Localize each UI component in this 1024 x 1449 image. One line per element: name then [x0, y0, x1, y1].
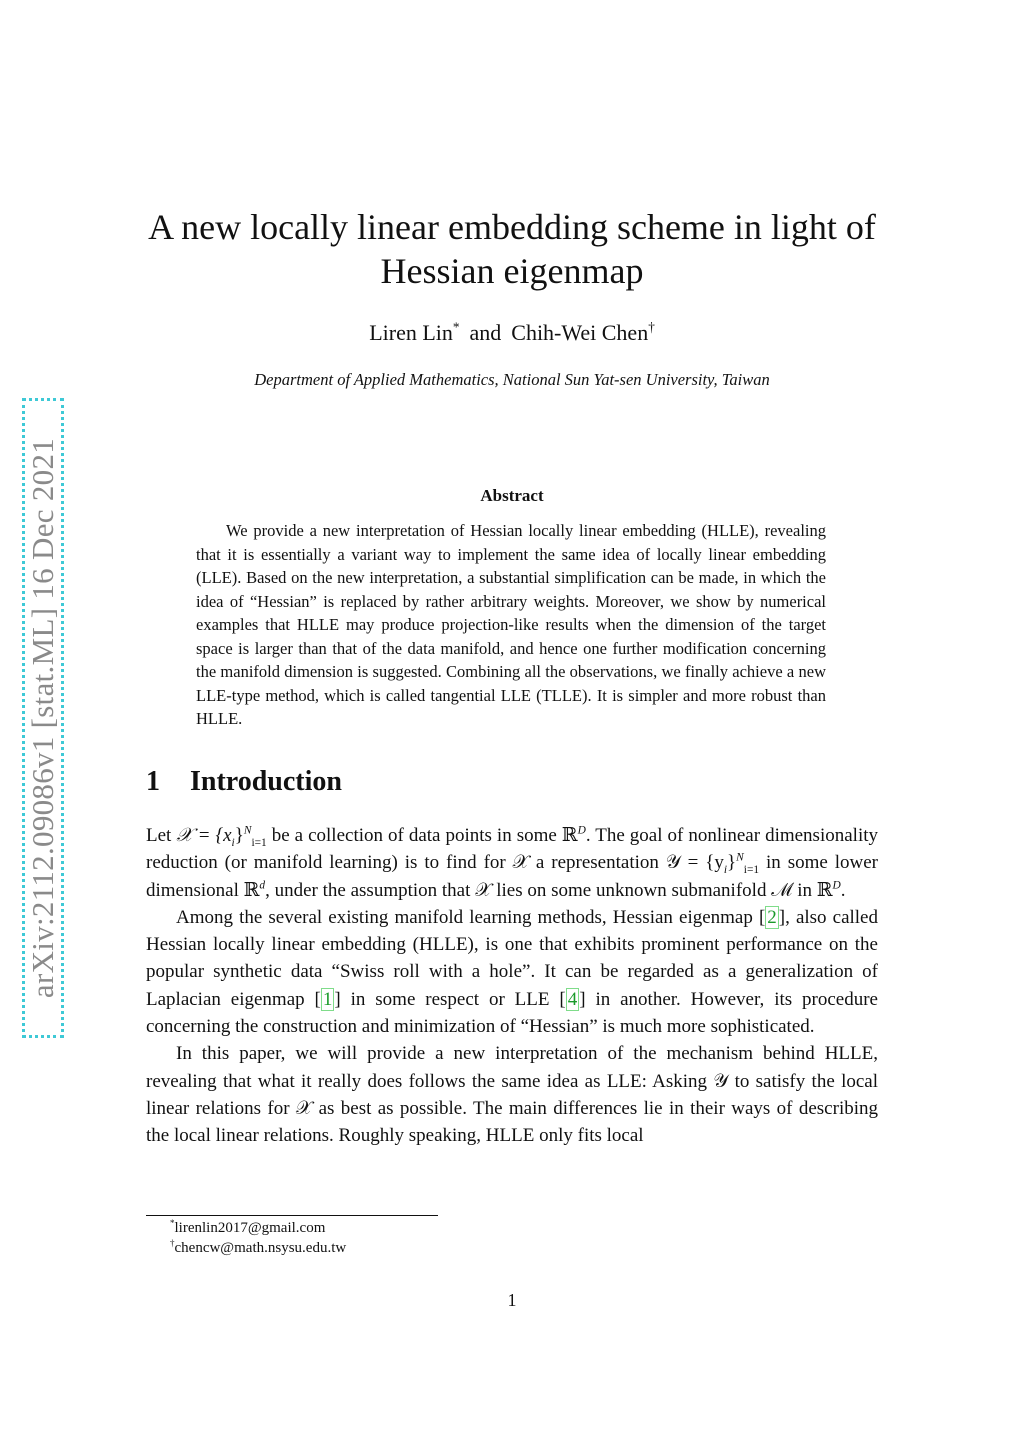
section-title: Introduction	[190, 766, 342, 797]
abstract-body	[196, 519, 826, 731]
citation-link-4[interactable]: 4	[567, 988, 578, 1010]
intro-paragraph-2: Among the several existing manifold learning methods, Hessian eigenmap [ 2 ], also called Hessian locally linear embedding (HLLE), is one that exhibits prominent performance on the popular synthetic data “Swiss roll with a hole”. It can be regarded as a generalization of Laplacian eigenmap [ 1 ] in some respect or LLE [ 4 ] in another. However, its procedure concerning the construction and minimization of “Hessian” is much more sophisticated.	[146, 906, 878, 1038]
citation-link-1[interactable]: 1	[322, 988, 333, 1010]
affiliation: Department of Applied Mathematics, National Sun Yat-sen University, Taiwan	[254, 370, 770, 389]
citation-link-2[interactable]: 2	[767, 906, 777, 928]
page-number: 1	[507, 1290, 517, 1310]
intro-paragraph-1: Let 𝒳 = $\{x_i\}^N_{i=1}$ be a collection of data points in some ℝ$^D$. The goal of nonlinear dimensionality reduction (or manifold learning) is to find for 𝒳 a representation 𝒴 = $\{y_i\}^N_{i=1}$ in some lower dimensional ℝ$^d$, under the assumption that 𝒳 lies on some unknown submanifold ℳ in ℝ$^D$.	[146, 824, 879, 901]
arxiv-identifier-text[interactable]: arXiv:2112.09086v1 [stat.ML] 16 Dec 2021	[25, 437, 60, 999]
paper-title: A new locally linear embedding scheme in light of Hessian eigenmap	[148, 207, 876, 291]
author-line	[112, 320, 912, 346]
section-heading-introduction	[146, 766, 342, 798]
section-number: 1	[146, 766, 160, 797]
abstract-heading: Abstract	[480, 486, 544, 505]
intro-paragraph-3: In this paper, we will provide a new interpretation of the mechanism behind HLLE, revealing that what it really does follows the same idea as LLE: Asking 𝒴 to satisfy the local linear relations for 𝒳 as best as possible. The main differences lie in their ways of describing the local linear relations. Roughly speaking, HLLE only fits local	[146, 1043, 878, 1147]
introduction-body	[146, 822, 878, 1150]
author-liren-lin: Liren Lin	[369, 320, 453, 345]
abstract-text: We provide a new interpretation of Hessian locally linear embedding (HLLE), revealing that it is essentially a variant way to implement the same idea of locally linear embedding (LLE). Based on the new interpretation, a substantial simplification can be made, in which the idea of “Hessian” is replaced by rather arbitrary weights. Moreover, we show by numerical examples that HLLE may produce projection-like results when the dimension of the target space is larger than that of the data manifold, and hence one further modification concerning the manifold dimension is suggested. Combining all the observations, we finally achieve a new LLE-type method, which is called tangential LLE (TLLE). It is simpler and more robust than HLLE.	[196, 521, 826, 728]
author2-footnote-mark[interactable]: †	[648, 319, 655, 335]
footnote-1	[170, 1220, 325, 1237]
arxiv-identifier-stamp[interactable]	[22, 398, 64, 1038]
author1-footnote-mark[interactable]: *	[452, 319, 460, 335]
footnote-divider	[146, 1215, 438, 1216]
author-conjunction: and	[469, 320, 502, 345]
footnote-1-mark: *	[170, 1218, 175, 1228]
author-chih-wei-chen: Chih-Wei Chen	[511, 320, 649, 345]
footnote-1-email: lirenlin2017@gmail.com	[174, 1220, 326, 1236]
footnote-2-email: chencw@math.nsysu.edu.tw	[174, 1240, 347, 1256]
footnote-2	[170, 1240, 346, 1257]
footnote-2-mark: †	[170, 1238, 175, 1248]
